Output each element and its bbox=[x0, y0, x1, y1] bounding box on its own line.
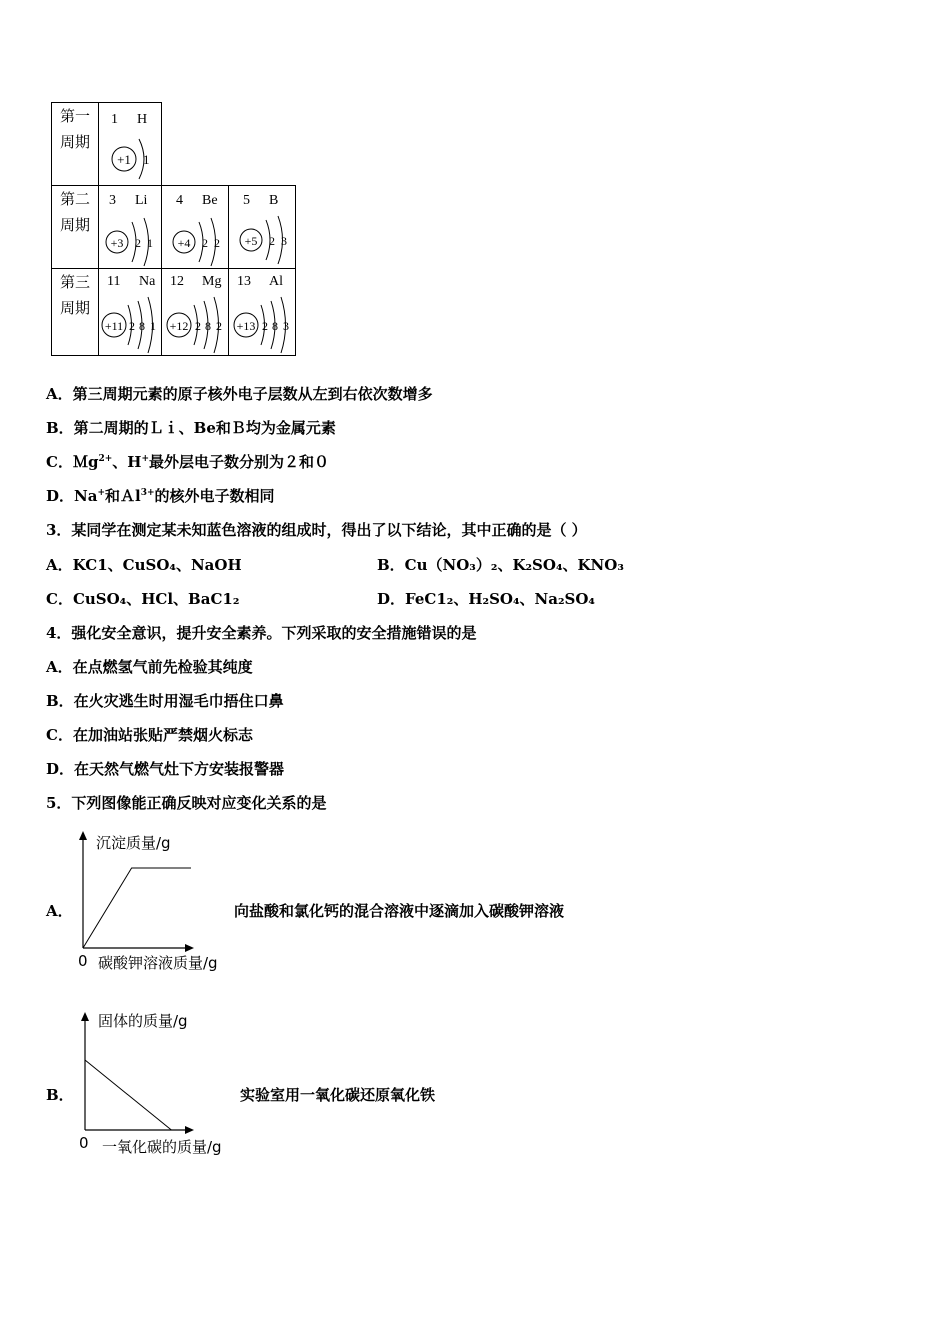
text-run: D．Na bbox=[46, 487, 98, 505]
element-cell-Be bbox=[162, 186, 229, 269]
atomic-number: 12 bbox=[170, 274, 184, 289]
series-line bbox=[83, 868, 191, 948]
shell-electrons: 1 bbox=[150, 319, 156, 333]
period-label-line1: 第二 bbox=[59, 190, 90, 208]
nucleus-charge: +3 bbox=[110, 236, 124, 250]
y-axis-arrow bbox=[79, 831, 87, 840]
element-cell-Na bbox=[99, 269, 162, 356]
period-3-label bbox=[52, 269, 99, 356]
period-label-line1: 第三 bbox=[59, 273, 90, 291]
period-label-line2: 周期 bbox=[59, 216, 90, 234]
q3-option-c: C．CuSO₄、HCl、BaC1₂ bbox=[46, 590, 240, 608]
atom-diagram-B bbox=[229, 186, 295, 268]
text-run: 、H bbox=[112, 453, 142, 471]
element-symbol: Be bbox=[202, 193, 218, 208]
atom-diagram-H bbox=[99, 103, 161, 185]
q4-option-a: A．在点燃氢气前先检验其纯度 bbox=[46, 658, 253, 676]
shell-electrons: 2 bbox=[214, 236, 220, 250]
atomic-number: 13 bbox=[237, 274, 251, 289]
atomic-number: 4 bbox=[176, 193, 183, 208]
atomic-number: 3 bbox=[109, 193, 116, 208]
q5-option-a-label: A． bbox=[46, 902, 73, 920]
nucleus-charge: +13 bbox=[236, 319, 256, 333]
shell-electrons: 2 bbox=[262, 319, 268, 333]
series-line bbox=[85, 1060, 171, 1130]
shell-electrons: 1 bbox=[147, 236, 153, 250]
q5-option-b-label: B． bbox=[46, 1086, 74, 1104]
q4-option-b: B．在火灾逃生时用湿毛巾捂住口鼻 bbox=[46, 692, 284, 710]
nucleus-charge: +11 bbox=[104, 319, 124, 333]
q4-stem: 4．强化安全意识，提升安全素养。下列采取的安全措施错误的是 bbox=[46, 624, 477, 642]
element-cell-Al bbox=[229, 269, 296, 356]
q4-option-c: C．在加油站张贴严禁烟火标志 bbox=[46, 726, 253, 744]
nucleus-charge: +5 bbox=[244, 234, 258, 248]
shell-electrons: 3 bbox=[283, 319, 289, 333]
x-axis-label: 一氧化碳的质量/g bbox=[102, 1138, 222, 1156]
element-cell-Mg bbox=[162, 269, 229, 356]
atom-diagram-Al bbox=[229, 269, 295, 355]
origin-label: 0 bbox=[79, 1134, 89, 1152]
nucleus-charge: +12 bbox=[169, 319, 189, 333]
shell-electrons: 8 bbox=[139, 319, 145, 333]
atomic-number: 5 bbox=[243, 193, 250, 208]
shell-electrons: 2 bbox=[129, 319, 135, 333]
q2-option-b: B．第二周期的Ｌｉ、Be和Ｂ均为金属元素 bbox=[46, 419, 336, 437]
element-cell-Li bbox=[99, 186, 162, 269]
atomic-number: 11 bbox=[107, 274, 121, 289]
q2-option-c bbox=[46, 452, 329, 472]
chart-b bbox=[70, 1008, 240, 1160]
atomic-number: 1 bbox=[111, 112, 118, 127]
x-axis-arrow bbox=[185, 944, 194, 952]
q3-option-d: D．FeC1₂、H₂SO₄、Na₂SO₄ bbox=[377, 590, 596, 608]
periodic-table bbox=[51, 102, 296, 356]
shell-electrons: 8 bbox=[205, 319, 211, 333]
shell-electrons: 2 bbox=[202, 236, 208, 250]
period-label-line2: 周期 bbox=[59, 133, 90, 151]
q2-option-a: A．第三周期元素的原子核外电子层数从左到右依次数增多 bbox=[46, 385, 433, 403]
q5-stem: 5．下列图像能正确反映对应变化关系的是 bbox=[46, 794, 327, 812]
element-symbol: Al bbox=[269, 274, 283, 289]
period-label-line1: 第一 bbox=[59, 107, 90, 125]
chart-a bbox=[70, 828, 240, 978]
text-run: 和Ａl bbox=[105, 487, 141, 505]
element-symbol: H bbox=[137, 112, 148, 127]
element-symbol: B bbox=[269, 193, 279, 208]
superscript: 2+ bbox=[98, 454, 113, 464]
nucleus-charge: +1 bbox=[117, 152, 131, 167]
shell-electrons: 2 bbox=[135, 236, 141, 250]
element-symbol: Li bbox=[135, 193, 148, 208]
shell-electrons: 2 bbox=[216, 319, 222, 333]
period-2-label bbox=[52, 186, 99, 269]
shell-electrons: 2 bbox=[269, 234, 275, 248]
origin-label: 0 bbox=[78, 952, 88, 970]
element-symbol: Na bbox=[139, 274, 156, 289]
element-cell-B bbox=[229, 186, 296, 269]
shell-electrons: 8 bbox=[272, 319, 278, 333]
q3-stem: 3．某同学在测定某未知蓝色溶液的组成时，得出了以下结论，其中正确的是（ ） bbox=[46, 521, 587, 539]
x-axis-label: 碳酸钾溶液质量/g bbox=[98, 954, 218, 972]
element-symbol: Mg bbox=[202, 274, 222, 289]
q5-option-a-desc: 向盐酸和氯化钙的混合溶液中逐滴加入碳酸钾溶液 bbox=[234, 902, 565, 920]
shell-electrons: 2 bbox=[195, 319, 201, 333]
atom-diagram-Na bbox=[99, 269, 161, 355]
period-1-label bbox=[52, 103, 99, 186]
text-run: C．Ｍg bbox=[46, 453, 99, 471]
q2-option-d bbox=[46, 486, 275, 506]
q3-option-b: B．Cu（NO₃）₂、K₂SO₄、KNO₃ bbox=[377, 556, 624, 574]
text-run: 的核外电子数相同 bbox=[154, 487, 275, 505]
period-label-line2: 周期 bbox=[59, 299, 90, 317]
nucleus-charge: +4 bbox=[177, 236, 191, 250]
q4-option-d: D．在天然气燃气灶下方安装报警器 bbox=[46, 760, 285, 778]
y-axis-label: 固体的质量/g bbox=[98, 1012, 188, 1030]
shell-electrons: 1 bbox=[143, 152, 150, 167]
y-axis-label: 沉淀质量/g bbox=[96, 834, 171, 852]
q3-option-a: A．KC1、CuSO₄、NaOH bbox=[46, 556, 242, 574]
q5-option-b-desc: 实验室用一氧化碳还原氧化铁 bbox=[240, 1086, 436, 1104]
superscript: + bbox=[141, 454, 149, 464]
x-axis-arrow bbox=[185, 1126, 194, 1134]
y-axis-arrow bbox=[81, 1012, 89, 1021]
element-cell-H bbox=[99, 103, 162, 186]
atom-diagram-Mg bbox=[162, 269, 228, 355]
shell-electrons: 3 bbox=[281, 234, 287, 248]
atom-diagram-Be bbox=[162, 186, 228, 268]
atom-diagram-Li bbox=[99, 186, 161, 268]
text-run: 最外层电子数分别为２和０ bbox=[148, 453, 329, 471]
superscript: 3+ bbox=[140, 488, 155, 498]
superscript: + bbox=[97, 488, 105, 498]
